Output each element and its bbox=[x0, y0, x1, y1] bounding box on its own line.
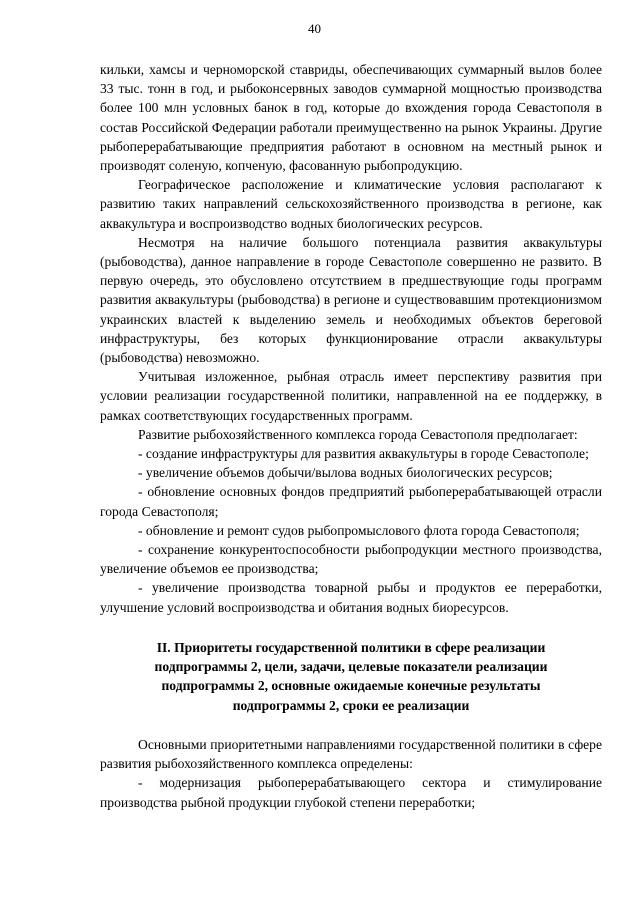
paragraph-geography: Географическое расположение и климатические условия располагают к развитию таких направлений сельскохозяйственного производства в регионе, как аквакультура и воспроизводство водных биологических ресурсов. bbox=[100, 177, 602, 231]
list-item-fixed-assets: - обновление основных фондов предприятий рыбоперерабатывающей отрасли города Севастополя; bbox=[100, 484, 602, 519]
list-item-infrastructure: - создание инфраструктуры для развития аквакультуры в городе Севастополе; bbox=[138, 446, 589, 462]
list-item-modernization: - модернизация рыбоперерабатывающего сектора и стимулирование производства рыбной продукции глубокой степени переработки; bbox=[100, 775, 602, 810]
list-item-competitiveness: - сохранение конкурентоспособности рыбопродукции местного производства, увеличение объемов ее производства; bbox=[100, 542, 602, 577]
page-number: 40 bbox=[308, 21, 321, 36]
list-item-fleet-repair: - обновление и ремонт судов рыбопромыслового флота города Севастополя; bbox=[138, 522, 580, 538]
paragraph-perspective: Учитывая изложенное, рыбная отрасль имеет перспективу развития при условии реализации государственной политики, направленной на ее поддержку, в рамках соответствующих государственных программ. bbox=[100, 369, 602, 423]
list-item-commercial-fish: - увеличение производства товарной рыбы и продуктов ее переработки, улучшение условий воспроизводства и обитания водных биоресурсов. bbox=[100, 580, 602, 615]
paragraph-aquaculture-potential: Несмотря на наличие большого потенциала развития аквакультуры (рыбоводства), данное направление в городе Севастополе совершенно не развито. В первую очередь, это обусловлено отсутствием в предшествующие годы программ развития аквакультуры (рыбоводства) в регионе и существовавшим протекционизмом украинских властей к выделению земель и необходимых объектов береговой инфраструктуры, без которых функционирование отрасли аквакультуры (рыбоводства) невозможно. bbox=[100, 234, 602, 366]
paragraph-priorities-intro: Основными приоритетными направлениями государственной политики в сфере развития рыбохозяйственного комплекса определены: bbox=[100, 737, 602, 772]
section-heading: II. Приоритеты государственной политики в сфере реализации подпрограммы 2, цели, задачи, целевые показатели реализации подпрограммы 2, основные ожидаемые конечные результаты подпрограммы 2, сроки ее реализации bbox=[154, 639, 548, 713]
page-body bbox=[100, 60, 602, 812]
paragraph-fishing-industry: кильки, хамсы и черноморской ставриды, обеспечивающих суммарный вылов более 33 тыс. тонн в год, и рыбоконсервных заводов суммарной мощностью производства более 100 млн условных банок в год, которые до вхождения города Севастополя в состав Российской Федерации работали преимущественно на рынок Украины. Другие рыбоперерабатывающие предприятия работают в основном на местный рынок и производят соленую, копченую, фасованную рыбопродукцию. bbox=[100, 62, 602, 174]
list-item-catch-volume: - увеличение объемов добычи/вылова водных биологических ресурсов; bbox=[138, 465, 553, 481]
paragraph-development-intro: Развитие рыбохозяйственного комплекса города Севастополя предполагает: bbox=[138, 426, 578, 442]
